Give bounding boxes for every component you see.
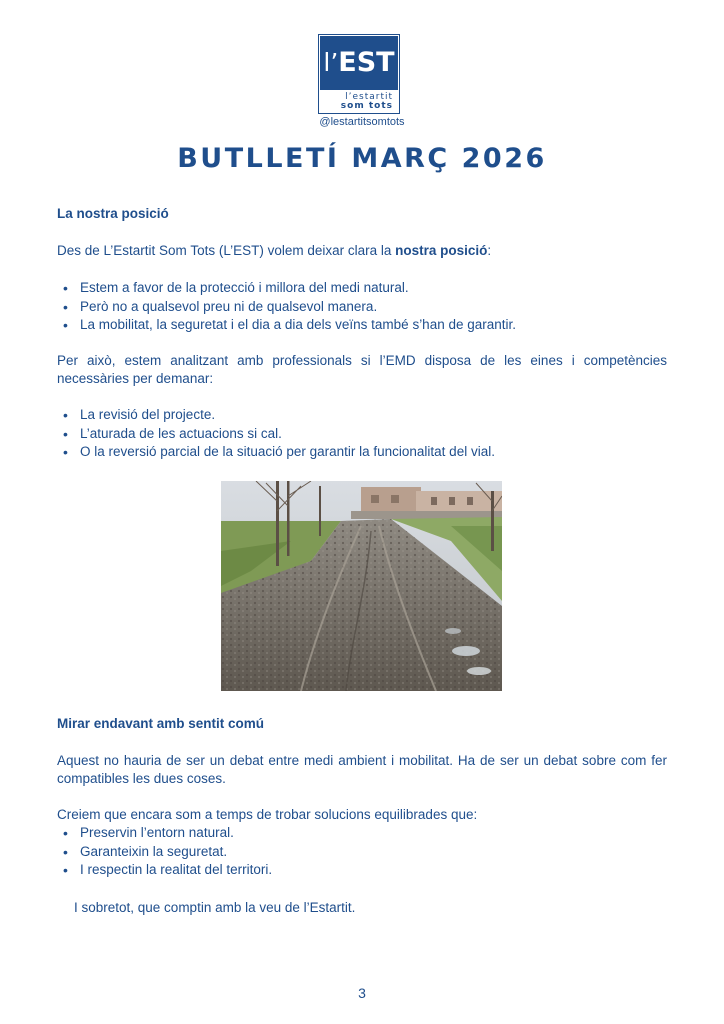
logo-box <box>318 34 400 114</box>
logo <box>318 34 400 114</box>
list-item: • Estem a favor de la protecció i millora del medi natural. <box>57 279 516 298</box>
list-item: • La mobilitat, la seguretat i el dia a dia dels veïns també s’han de garantir. <box>57 316 516 335</box>
logo-mark: l’EST <box>320 36 398 90</box>
intro-paragraph: Des de L’Estartit Som Tots (L’EST) volem deixar clara la nostra posició: <box>57 243 492 258</box>
social-handle: @lestartitsomtots <box>319 116 405 128</box>
solutions-list <box>57 824 272 880</box>
debate-paragraph: Aquest no hauria de ser un debat entre medi ambient i mobilitat. Ha de ser un debat sobre com fer compatibles les dues coses. <box>57 753 667 786</box>
road-photo <box>221 481 502 691</box>
page-number: 3 <box>358 985 366 1001</box>
section-heading-forward: Mirar endavant amb sentit comú <box>57 716 265 731</box>
logo-tagline-1: l’estartit <box>345 92 393 102</box>
list-item: • Preservin l’entorn natural. <box>57 824 272 843</box>
list-item: • Però no a qualsevol preu ni de qualsevol manera. <box>57 298 516 317</box>
analysis-paragraph: Per això, estem analitzant amb professionals si l’EMD disposa de les eines i competències necessàries per demanar: <box>57 353 667 386</box>
list-item: • L’aturada de les actuacions si cal. <box>57 425 495 444</box>
position-list <box>57 279 516 335</box>
list-item: • La revisió del projecte. <box>57 406 495 425</box>
closing-paragraph: I sobretot, que comptin amb la veu de l’Estartit. <box>74 900 356 915</box>
logo-tagline-2: som tots <box>340 101 393 111</box>
list-item: • Garanteixin la seguretat. <box>57 843 272 862</box>
solutions-paragraph: Creiem que encara som a temps de trobar solucions equilibrades que: <box>57 807 478 822</box>
section-heading-position: La nostra posició <box>57 206 169 221</box>
list-item: • O la reversió parcial de la situació per garantir la funcionalitat del vial. <box>57 443 495 462</box>
page-title: BUTLLETÍ MARÇ 2026 <box>177 143 547 174</box>
request-list <box>57 406 495 462</box>
list-item: • I respectin la realitat del territori. <box>57 861 272 880</box>
